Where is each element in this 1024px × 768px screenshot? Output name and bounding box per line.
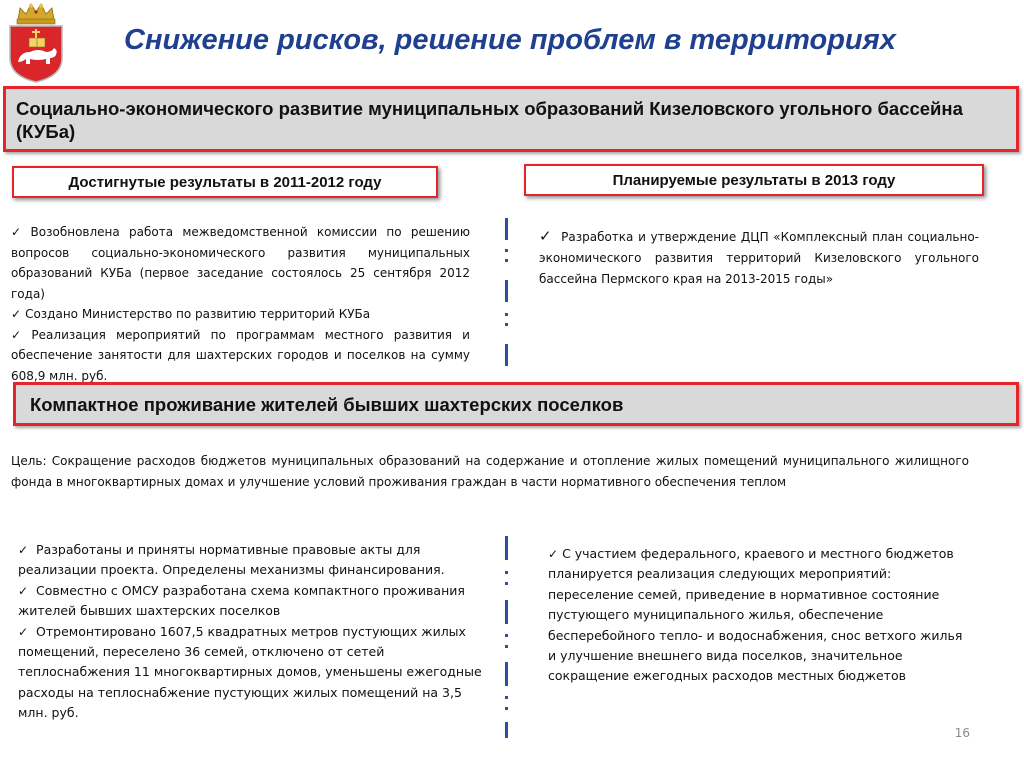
list-item: ✓ Создано Министерство по развитию территорий КУБа bbox=[11, 307, 371, 321]
planned-measures-list bbox=[548, 544, 968, 687]
list-item: ✓ Совместно с ОМСУ разработана схема компактного проживания жителей бывших шахтерских поселков bbox=[18, 582, 465, 619]
checkmark-icon: ✓ bbox=[11, 327, 28, 342]
column-divider bbox=[504, 536, 509, 738]
planned-results-list bbox=[539, 226, 979, 290]
checkmark-icon: ✓ bbox=[11, 225, 27, 239]
page-number: 16 bbox=[954, 726, 970, 740]
checkmark-icon: ✓ bbox=[18, 624, 29, 639]
list-item: ✓ Разработаны и приняты нормативные правовые акты для реализации проекта. Определены механизмы финансирования. bbox=[18, 542, 445, 578]
list-item: ✓ Разработка и утверждение ДЦП «Комплексный план социально-экономического развития территорий Кизеловского угольного бассейна Пермского края на 2013-2015 годы» bbox=[539, 227, 979, 286]
column-divider bbox=[504, 218, 509, 368]
checkmark-icon: ✓ bbox=[18, 543, 29, 557]
checkmark-icon: ✓ bbox=[18, 583, 29, 598]
achieved-results-header: Достигнутые результаты в 2011-2012 году bbox=[12, 166, 438, 198]
list-item: ✓ С участием федерального, краевого и местного бюджетов планируется реализация следующих мероприятий: переселение семей, приведение в нормативное состояние пустующего муниципального жилья, обеспечение бесперебойного тепло- и водоснабжения, снос ветхого жилья и улучшение внешнего вида поселков, значительное сокращение ежегодных расходов местных бюджетов bbox=[548, 546, 963, 684]
page-title: Снижение рисков, решение проблем в территориях bbox=[124, 24, 896, 56]
checkmark-icon: ✓ bbox=[548, 547, 559, 561]
section-heading-socioeconomic bbox=[3, 86, 1019, 152]
completed-measures-list bbox=[18, 540, 488, 724]
perm-krai-coat-of-arms-icon bbox=[4, 2, 68, 84]
goal-paragraph: Цель: Сокращение расходов бюджетов муниципальных образований на содержание и отопление жилых помещений муниципального жилищного фонда в многоквартирных домах и улучшение условий проживания граждан в части нормативного обеспечения теплом bbox=[11, 454, 969, 489]
list-item: ✓ Возобновлена работа межведомственной комиссии по решению вопросов социально-экономического развития муниципальных образований КУБа (первое заседание состоялось 25 сентября 2012 года) bbox=[11, 225, 470, 301]
section-heading-text: Компактное проживание жителей бывших шахтерских поселков bbox=[30, 394, 624, 415]
checkmark-icon: ✓ bbox=[11, 307, 22, 321]
section-heading-compact-living bbox=[13, 382, 1019, 426]
list-item: ✓ Отремонтировано 1607,5 квадратных метров пустующих жилых помещений, переселено 36 семей, отключено от сетей теплоснабжения 11 многоквартирных домов, уменьшены ежегодные расходы на теплоснабжение пустующих жилых помещений на 3,5 млн. руб. bbox=[18, 623, 482, 721]
achieved-results-list bbox=[11, 222, 470, 386]
section-heading-text: Социально-экономического развитие муниципальных образований Кизеловского угольного бассейна (КУБа) bbox=[16, 98, 963, 142]
checkmark-icon: ✓ bbox=[539, 227, 553, 245]
planned-results-header: Планируемые результаты в 2013 году bbox=[524, 164, 984, 196]
list-item: ✓ Реализация мероприятий по программам местного развития и обеспечение занятости для шахтерских городов и поселков на сумму 608,9 млн. руб. bbox=[11, 327, 470, 383]
